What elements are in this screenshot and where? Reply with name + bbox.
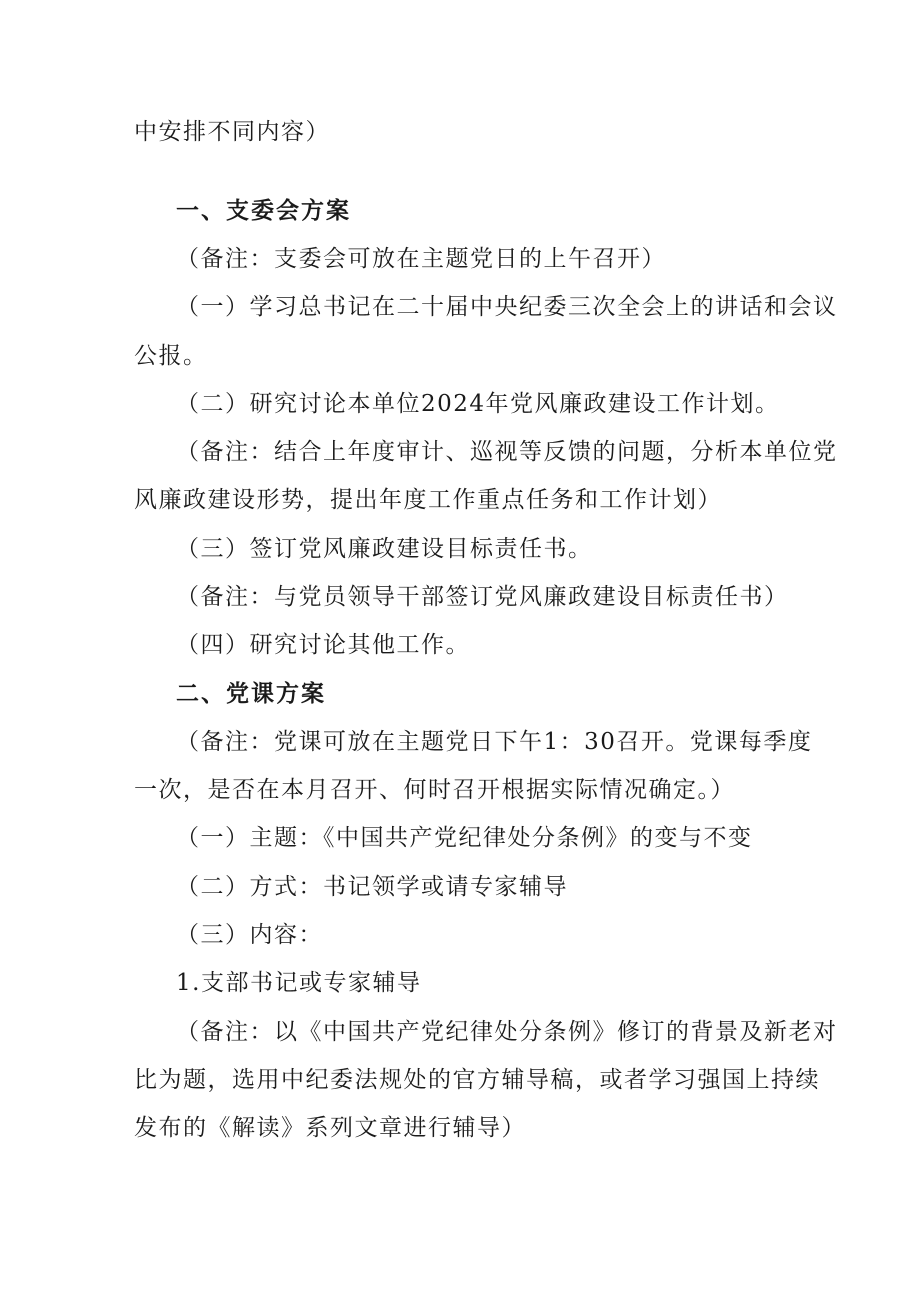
note-paragraph: （备注：党课可放在主题党日下午1：30召开。党课每季度 bbox=[176, 729, 813, 755]
continuation-line: 中安排不同内容） bbox=[134, 119, 330, 145]
item-paragraph: （一）主题：《中国共产党纪律处分条例》的变与不变 bbox=[176, 825, 753, 851]
note-paragraph-continued: 风廉政建设形势，提出年度工作重点任务和工作计划） bbox=[134, 487, 722, 513]
note-paragraph-continued: 一次，是否在本月召开、何时召开根据实际情况确定。） bbox=[134, 777, 735, 803]
note-paragraph-continued: 发布的《解读》系列文章进行辅导） bbox=[134, 1115, 526, 1141]
section-heading-branch-committee: 一、支委会方案 bbox=[176, 198, 351, 224]
note-paragraph: （备注：与党员领导干部签订党风廉政建设目标责任书） bbox=[176, 584, 789, 610]
note-paragraph: （备注：以《中国共产党纪律处分条例》修订的背景及新老对 bbox=[176, 1019, 838, 1045]
item-paragraph-continued: 公报。 bbox=[134, 343, 208, 369]
item-paragraph: （三）内容： bbox=[176, 922, 323, 948]
section-heading-party-lecture: 二、党课方案 bbox=[176, 681, 326, 707]
item-paragraph: （二）研究讨论本单位2024年党风廉政建设工作计划。 bbox=[176, 391, 780, 417]
item-paragraph: （二）方式：书记领学或请专家辅导 bbox=[176, 874, 568, 900]
note-paragraph-continued: 比为题，选用中纪委法规处的官方辅导稿，或者学习强国上持续 bbox=[134, 1067, 820, 1093]
numbered-item: 1.支部书记或专家辅导 bbox=[176, 970, 422, 996]
item-paragraph: （一）学习总书记在二十届中央纪委三次全会上的讲话和会议 bbox=[176, 294, 838, 320]
item-paragraph: （三）签订党风廉政建设目标责任书。 bbox=[176, 536, 593, 562]
note-paragraph: （备注：支委会可放在主题党日的上午召开） bbox=[176, 246, 666, 272]
note-paragraph: （备注：结合上年度审计、巡视等反馈的问题，分析本单位党 bbox=[176, 439, 838, 465]
item-paragraph: （四）研究讨论其他工作。 bbox=[176, 632, 470, 658]
